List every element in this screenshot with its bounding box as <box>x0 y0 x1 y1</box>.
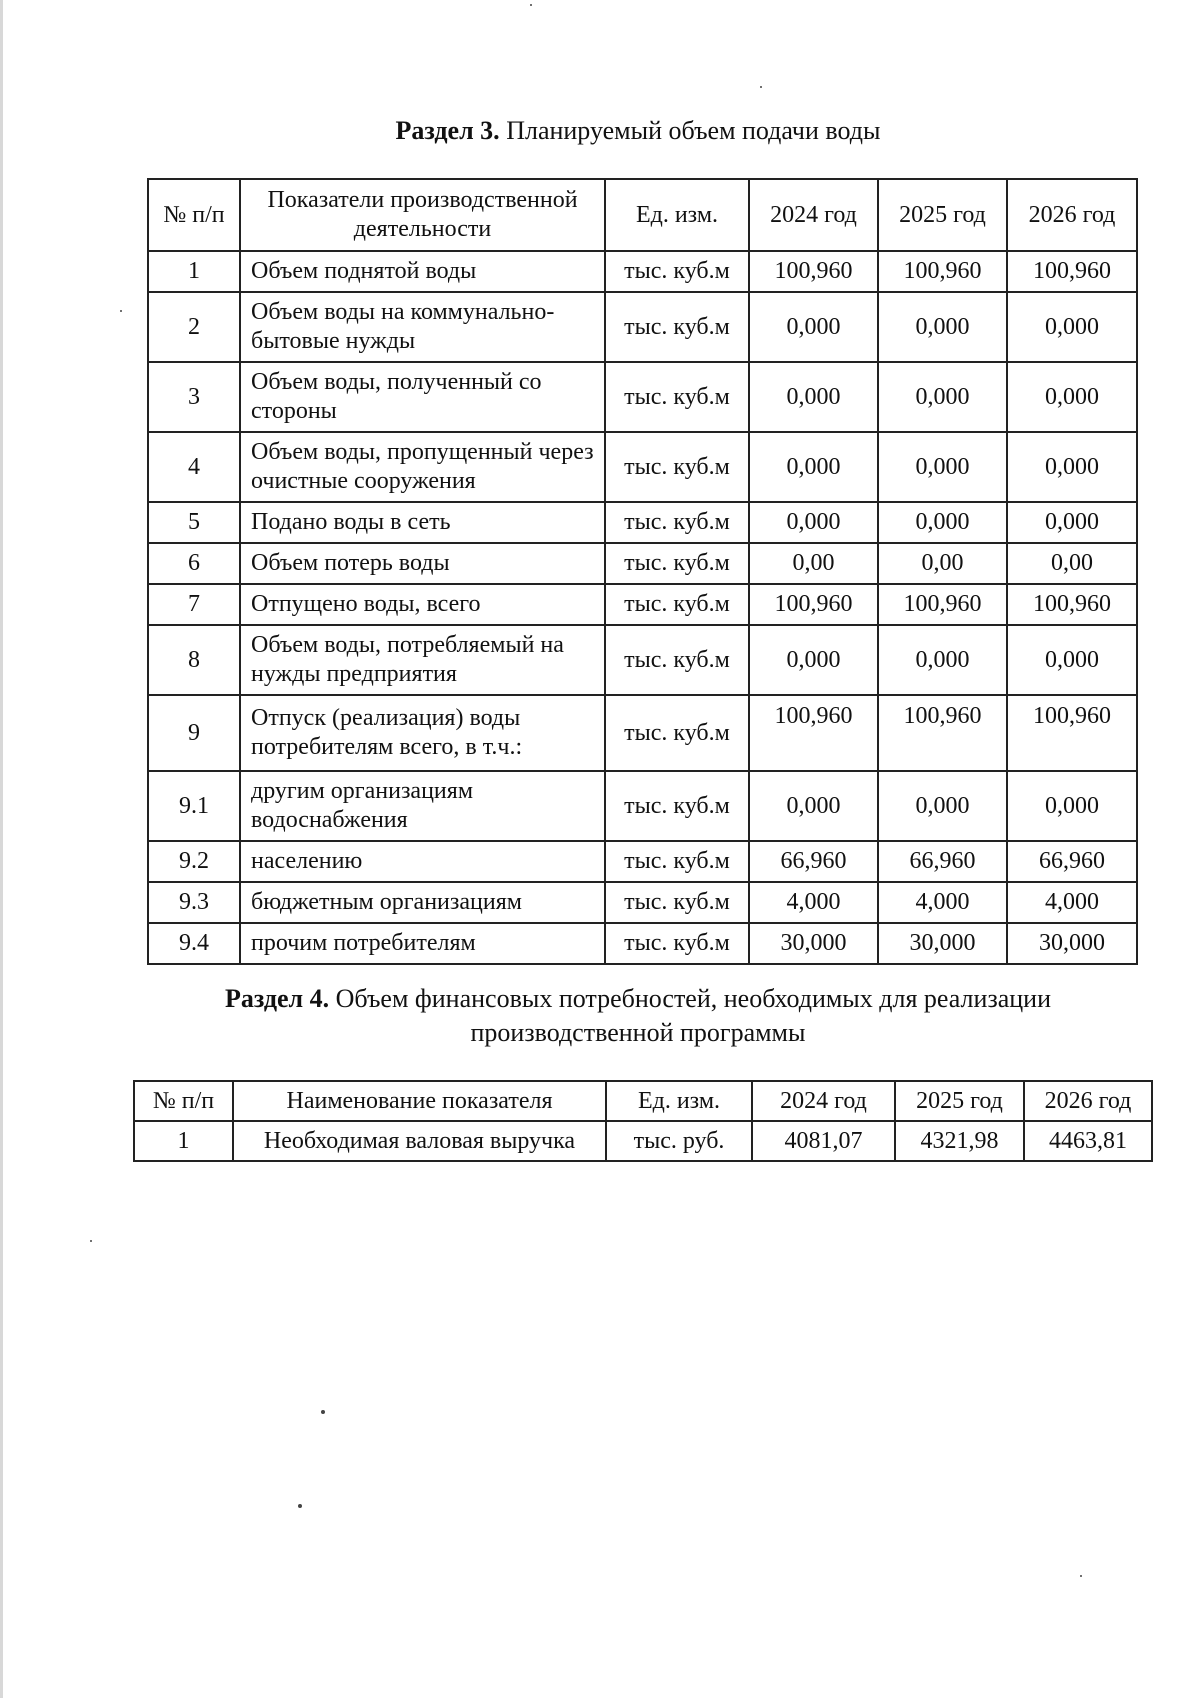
scan-speck <box>90 1240 92 1242</box>
table-row <box>148 625 1137 695</box>
row-num: 9 <box>148 695 240 771</box>
scan-speck <box>120 310 122 312</box>
scan-speck <box>321 1410 325 1414</box>
scan-speck <box>298 1504 302 1508</box>
header-unit: Ед. изм. <box>605 179 749 251</box>
scan-speck <box>1080 1575 1082 1577</box>
table-row <box>148 695 1137 771</box>
row-value-2024: 30,000 <box>749 923 878 964</box>
row-num: 2 <box>148 292 240 362</box>
table-row <box>148 841 1137 882</box>
header-2025: 2025 год <box>895 1081 1024 1121</box>
row-num: 4 <box>148 432 240 502</box>
table-row <box>134 1121 1152 1161</box>
section-4-label: Раздел 4. <box>224 984 330 1013</box>
row-num: 9.3 <box>148 882 240 923</box>
header-2026: 2026 год <box>1007 179 1137 251</box>
row-unit: тыс. куб.м <box>605 432 749 502</box>
table-row <box>148 362 1137 432</box>
row-num: 1 <box>148 251 240 292</box>
table-row <box>148 292 1137 362</box>
row-num: 9.2 <box>148 841 240 882</box>
row-value-2024: 100,960 <box>749 251 878 292</box>
row-num: 3 <box>148 362 240 432</box>
row-unit: тыс. куб.м <box>605 362 749 432</box>
row-value-2024: 100,960 <box>749 695 878 771</box>
row-value-2024: 4081,07 <box>752 1121 895 1161</box>
financial-needs-table <box>133 1080 1153 1162</box>
row-num: 7 <box>148 584 240 625</box>
row-value-2025: 0,000 <box>878 502 1007 543</box>
table-row <box>148 251 1137 292</box>
row-value-2025: 100,960 <box>878 584 1007 625</box>
table-row <box>148 432 1137 502</box>
water-supply-table <box>147 178 1138 965</box>
row-value-2024: 100,960 <box>749 584 878 625</box>
row-unit: тыс. куб.м <box>605 625 749 695</box>
row-value-2025: 4,000 <box>878 882 1007 923</box>
row-name: Подано воды в сеть <box>240 502 605 543</box>
row-value-2026: 0,000 <box>1007 502 1137 543</box>
row-name: прочим потребителям <box>240 923 605 964</box>
row-value-2025: 0,000 <box>878 362 1007 432</box>
scan-speck <box>760 86 762 88</box>
scan-speck <box>530 4 532 6</box>
header-unit: Ед. изм. <box>606 1081 752 1121</box>
header-2024: 2024 год <box>752 1081 895 1121</box>
table-row <box>148 543 1137 584</box>
header-2025: 2025 год <box>878 179 1007 251</box>
row-name: Необходимая валовая выручка <box>233 1121 606 1161</box>
table-row <box>148 771 1137 841</box>
row-value-2025: 0,000 <box>878 625 1007 695</box>
row-unit: тыс. куб.м <box>605 502 749 543</box>
row-num: 9.1 <box>148 771 240 841</box>
row-name: Объем воды на коммунально-бытовые нужды <box>240 292 605 362</box>
row-name: Объем воды, потребляемый на нужды предприятия <box>240 625 605 695</box>
row-unit: тыс. руб. <box>606 1121 752 1161</box>
header-2024: 2024 год <box>749 179 878 251</box>
section-4-title-line-1 <box>148 982 1128 1016</box>
row-value-2024: 4,000 <box>749 882 878 923</box>
page-edge <box>0 0 3 1698</box>
row-name: Объем воды, полученный со стороны <box>240 362 605 432</box>
row-value-2024: 0,000 <box>749 625 878 695</box>
row-value-2024: 0,000 <box>749 432 878 502</box>
row-value-2025: 30,000 <box>878 923 1007 964</box>
header-indicator: Показатели производственной деятельности <box>240 179 605 251</box>
row-name: населению <box>240 841 605 882</box>
table-row <box>148 882 1137 923</box>
row-value-2024: 0,000 <box>749 502 878 543</box>
section-3-title <box>148 114 1128 148</box>
row-name: Объем потерь воды <box>240 543 605 584</box>
row-value-2026: 0,000 <box>1007 625 1137 695</box>
row-value-2026: 30,000 <box>1007 923 1137 964</box>
header-num: № п/п <box>134 1081 233 1121</box>
row-value-2025: 0,000 <box>878 432 1007 502</box>
row-value-2024: 0,000 <box>749 362 878 432</box>
row-value-2024: 0,000 <box>749 292 878 362</box>
row-num: 1 <box>134 1121 233 1161</box>
row-value-2026: 100,960 <box>1007 251 1137 292</box>
row-num: 5 <box>148 502 240 543</box>
section-4-title-line-2: производственной программы <box>470 1018 806 1047</box>
row-unit: тыс. куб.м <box>605 923 749 964</box>
row-unit: тыс. куб.м <box>605 771 749 841</box>
row-unit: тыс. куб.м <box>605 882 749 923</box>
header-num: № п/п <box>148 179 240 251</box>
row-value-2026: 0,000 <box>1007 362 1137 432</box>
row-value-2026: 0,000 <box>1007 432 1137 502</box>
section-3-title-text: Планируемый объем подачи воды <box>506 116 881 145</box>
header-indicator-name: Наименование показателя <box>233 1081 606 1121</box>
row-value-2026: 100,960 <box>1007 695 1137 771</box>
section-4-title-text: Объем финансовых потребностей, необходимых для реализации <box>335 984 1052 1013</box>
row-value-2024: 0,000 <box>749 771 878 841</box>
table-row <box>148 584 1137 625</box>
row-unit: тыс. куб.м <box>605 292 749 362</box>
row-name: Объем поднятой воды <box>240 251 605 292</box>
row-name: бюджетным организациям <box>240 882 605 923</box>
row-name: Объем воды, пропущенный через очистные сооружения <box>240 432 605 502</box>
row-num: 8 <box>148 625 240 695</box>
header-2026: 2026 год <box>1024 1081 1152 1121</box>
row-unit: тыс. куб.м <box>605 695 749 771</box>
row-value-2025: 4321,98 <box>895 1121 1024 1161</box>
row-value-2025: 100,960 <box>878 695 1007 771</box>
row-value-2024: 66,960 <box>749 841 878 882</box>
row-value-2026: 0,000 <box>1007 292 1137 362</box>
row-value-2026: 4463,81 <box>1024 1121 1152 1161</box>
row-value-2024: 0,00 <box>749 543 878 584</box>
row-unit: тыс. куб.м <box>605 543 749 584</box>
table-header-row <box>148 179 1137 251</box>
row-name: другим организациям водоснабжения <box>240 771 605 841</box>
row-value-2026: 66,960 <box>1007 841 1137 882</box>
table-row <box>148 502 1137 543</box>
row-value-2025: 0,000 <box>878 771 1007 841</box>
row-num: 9.4 <box>148 923 240 964</box>
row-value-2026: 4,000 <box>1007 882 1137 923</box>
row-value-2025: 100,960 <box>878 251 1007 292</box>
row-value-2025: 0,000 <box>878 292 1007 362</box>
row-value-2025: 66,960 <box>878 841 1007 882</box>
row-name: Отпуск (реализация) воды потребителям всего, в т.ч.: <box>240 695 605 771</box>
row-value-2026: 100,960 <box>1007 584 1137 625</box>
section-3-label: Раздел 3. <box>395 116 500 145</box>
row-unit: тыс. куб.м <box>605 251 749 292</box>
row-name: Отпущено воды, всего <box>240 584 605 625</box>
section-4-title <box>148 982 1128 1050</box>
row-unit: тыс. куб.м <box>605 841 749 882</box>
row-value-2025: 0,00 <box>878 543 1007 584</box>
row-unit: тыс. куб.м <box>605 584 749 625</box>
table-row <box>148 923 1137 964</box>
table-header-row <box>134 1081 1152 1121</box>
row-value-2026: 0,00 <box>1007 543 1137 584</box>
row-num: 6 <box>148 543 240 584</box>
row-value-2026: 0,000 <box>1007 771 1137 841</box>
